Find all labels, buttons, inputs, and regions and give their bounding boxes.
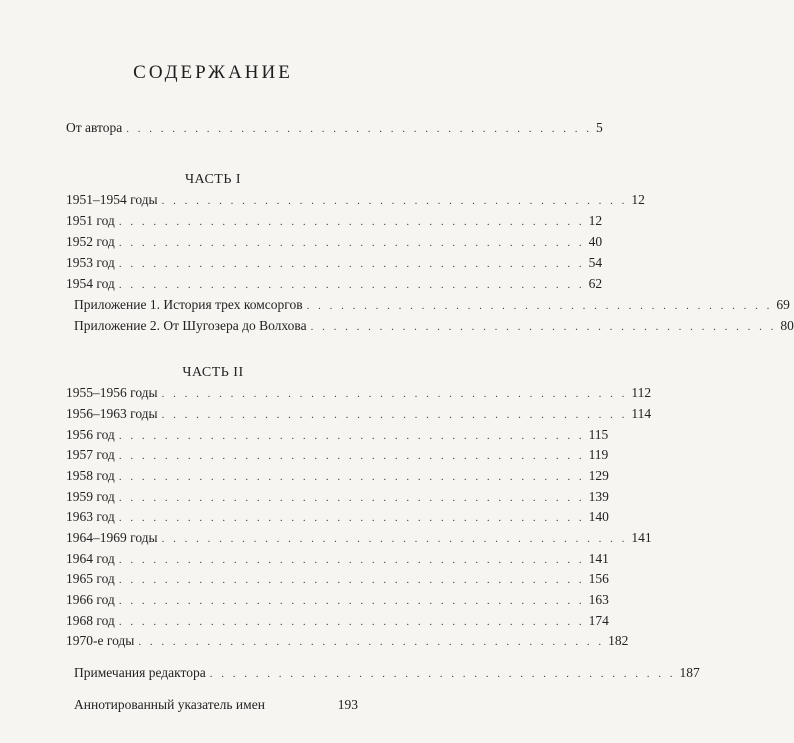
toc-entry-label: 1966 год: [66, 592, 115, 607]
leader-dots: . . . . . . . . . . . . . . . . . . . . . . . . . . . . . . . . . . . . . . . . .: [118, 512, 585, 524]
toc-entry-notes[interactable]: [74, 665, 700, 681]
leader-dots: . . . . . . . . . . . . . . . . . . . . . . . . . . . . . . . . . . . . . . . . .: [161, 195, 628, 207]
leader-dots: . . . . . . . . . . . . . . . . . . . . . . . . . . . . . . . . . . . . . . . . .: [118, 258, 585, 270]
toc-entry-page: 54: [588, 255, 603, 270]
toc-entry[interactable]: [66, 489, 609, 505]
toc-entry-page: 140: [588, 509, 609, 524]
toc-entry-page: 40: [588, 234, 603, 249]
toc-entry[interactable]: [66, 427, 609, 443]
toc-entry-label: 1956–1963 годы: [66, 406, 158, 421]
leader-dots: . . . . . . . . . . . . . . . . . . . . . . . . . . . . . . . . . . . . . . . . .: [161, 533, 628, 545]
toc-entry[interactable]: [66, 613, 609, 629]
toc-entry-index[interactable]: [74, 697, 358, 713]
leader-dots: . . . . . . . . . . . . . . . . . . . . . . . . . . . . . . . . . . . . . . . . .: [118, 595, 585, 607]
toc-entry[interactable]: [66, 385, 652, 401]
toc-entry[interactable]: [66, 255, 603, 271]
toc-entry-label: Приложение 1. История трех комсоргов: [74, 297, 303, 312]
toc-entry-label: 1951 год: [66, 213, 115, 228]
toc-entry-page: 119: [588, 447, 609, 462]
toc-entry-label: Приложение 2. От Шугозера до Волхова: [74, 318, 307, 333]
toc-entry-page: 141: [631, 530, 652, 545]
toc-entry-page: 12: [631, 192, 645, 207]
toc-entry-page: 163: [588, 592, 609, 607]
toc-entry[interactable]: [66, 447, 609, 463]
leader-dots: . . . . . . . . . . . . . . . . . . . . . . . . . . . . . . . . . . . . . . . . .: [306, 300, 773, 312]
toc-entry-label: 1957 год: [66, 447, 115, 462]
toc-entry-page: 112: [631, 385, 652, 400]
toc-entry[interactable]: [66, 468, 609, 484]
toc-entry-page: 114: [631, 406, 652, 421]
toc-entry-label: 1959 год: [66, 489, 115, 504]
toc-entry[interactable]: [74, 297, 790, 313]
toc-entry-label: 1952 год: [66, 234, 115, 249]
toc-entry-page: 187: [679, 665, 700, 680]
leader-dots: . . . . . . . . . . . . . . . . . . . . . . . . . . . . . . . . . . . . . . . . .: [161, 388, 628, 400]
toc-entry[interactable]: [66, 276, 603, 292]
toc-entry-label: 1951–1954 годы: [66, 192, 158, 207]
toc-entry-page: 80: [780, 318, 794, 333]
toc-entry-page: 12: [588, 213, 603, 228]
toc-entry-label: 1956 год: [66, 427, 115, 442]
toc-entry-label: 1964–1969 годы: [66, 530, 158, 545]
leader-dots: . . . . . . . . . . . . . . . . . . . . . . . . . . . . . . . . . . . . . . . . .: [138, 636, 605, 648]
toc-entry-page: 62: [588, 276, 603, 291]
toc-entry[interactable]: [66, 213, 603, 229]
toc-entry[interactable]: [66, 192, 645, 208]
toc-entry-page: 69: [776, 297, 790, 312]
toc-entry[interactable]: [66, 406, 652, 422]
toc-entry-label: 1970-е годы: [66, 633, 135, 648]
leader-dots: . . . . . . . . . . . . . . . . . . . . . . . . . . . . . . . . . . . . . . . . .: [118, 279, 585, 291]
toc-entry-page: 156: [588, 571, 609, 586]
toc-entry-label: 1955–1956 годы: [66, 385, 158, 400]
toc-entry-page: 139: [588, 489, 609, 504]
toc-entry-label: Примечания редактора: [74, 665, 206, 680]
toc-entry-page: 193: [337, 697, 358, 712]
leader-dots: . . . . . . . . . . . . . . . . . . . . . . . . . . . . . . . . . . . . . . . . .: [310, 321, 777, 333]
toc-entry-label: 1968 год: [66, 613, 115, 628]
leader-dots: . . . . . . . . . . . . . . . . . . . . . . . . . . . . . . . . . . . . . . . . .: [118, 216, 585, 228]
toc-entry[interactable]: [66, 633, 629, 649]
leader-dots: . . . . . . . . . . . . . . . . . . . . . . . . . . . . . . . . . . . . . . . . .: [209, 668, 676, 680]
toc-entry-label: Аннотированный указатель имен: [74, 697, 265, 712]
toc-entry-label: 1965 год: [66, 571, 115, 586]
page-title: СОДЕРЖАНИЕ: [133, 62, 293, 83]
leader-dots: . . . . . . . . . . . . . . . . . . . . . . . . . . . . . . . . . . . . . . . . .: [118, 554, 585, 566]
toc-entry[interactable]: [66, 551, 609, 567]
toc-entry-label: 1964 год: [66, 551, 115, 566]
toc-entry-intro[interactable]: [66, 120, 603, 136]
leader-dots: . . . . . . . . . . . . . . . . . . . . . . . . . . . . . . . . . . . . . . . . .: [161, 409, 628, 421]
leader-dots: . . . . . . . . . . . . . . . . . . . . . . . . . . . . . . . . . . . . . . . . .: [118, 237, 585, 249]
leader-dots: . . . . . . . . . . . . . . . . . . . . . . . . . . . . . . . . . . . . . . . . .: [118, 616, 585, 628]
toc-entry[interactable]: [66, 571, 609, 587]
leader-dots: . . . . . . . . . . . . . . . . . . . . . . . . . . . . . . . . . . . . . . . . .: [118, 471, 585, 483]
toc-entry[interactable]: [66, 592, 609, 608]
toc-entry-page: 129: [588, 468, 609, 483]
toc-entry[interactable]: [74, 318, 794, 334]
toc-entry-page: 174: [588, 613, 609, 628]
toc-entry-page: 182: [608, 633, 629, 648]
toc-entry-label: 1954 год: [66, 276, 115, 291]
toc-entry-label: 1953 год: [66, 255, 115, 270]
leader-dots: . . . . . . . . . . . . . . . . . . . . . . . . . . . . . . . . . . . . . . . . .: [118, 430, 585, 442]
leader-dots: . . . . . . . . . . . . . . . . . . . . . . . . . . . . . . . . . . . . . . . . .: [118, 492, 585, 504]
leader-dots: . . . . . . . . . . . . . . . . . . . . . . . . . . . . . . . . . . . . . . . . .: [118, 450, 585, 462]
part-1-heading: ЧАСТЬ I: [184, 172, 242, 187]
toc-entry-label: 1958 год: [66, 468, 115, 483]
toc-entry-label: 1963 год: [66, 509, 115, 524]
toc-entry-page: 5: [596, 120, 603, 135]
leader-dots: . . . . . . . . . . . . . . . . . . . . . . . . . . . . . . . . . . . . . . . . .: [118, 574, 585, 586]
part-2-heading: ЧАСТЬ II: [182, 365, 244, 380]
toc-entry[interactable]: [66, 509, 609, 525]
leader-dots: . . . . . . . . . . . . . . . . . . . . . . . . . . . . . . . . . . . . . . . . .: [126, 123, 593, 135]
toc-entry-page: 141: [588, 551, 609, 566]
toc-entry[interactable]: [66, 530, 652, 546]
toc-entry-page: 115: [588, 427, 609, 442]
toc-entry-label: От автора: [66, 120, 123, 135]
toc-entry[interactable]: [66, 234, 603, 250]
